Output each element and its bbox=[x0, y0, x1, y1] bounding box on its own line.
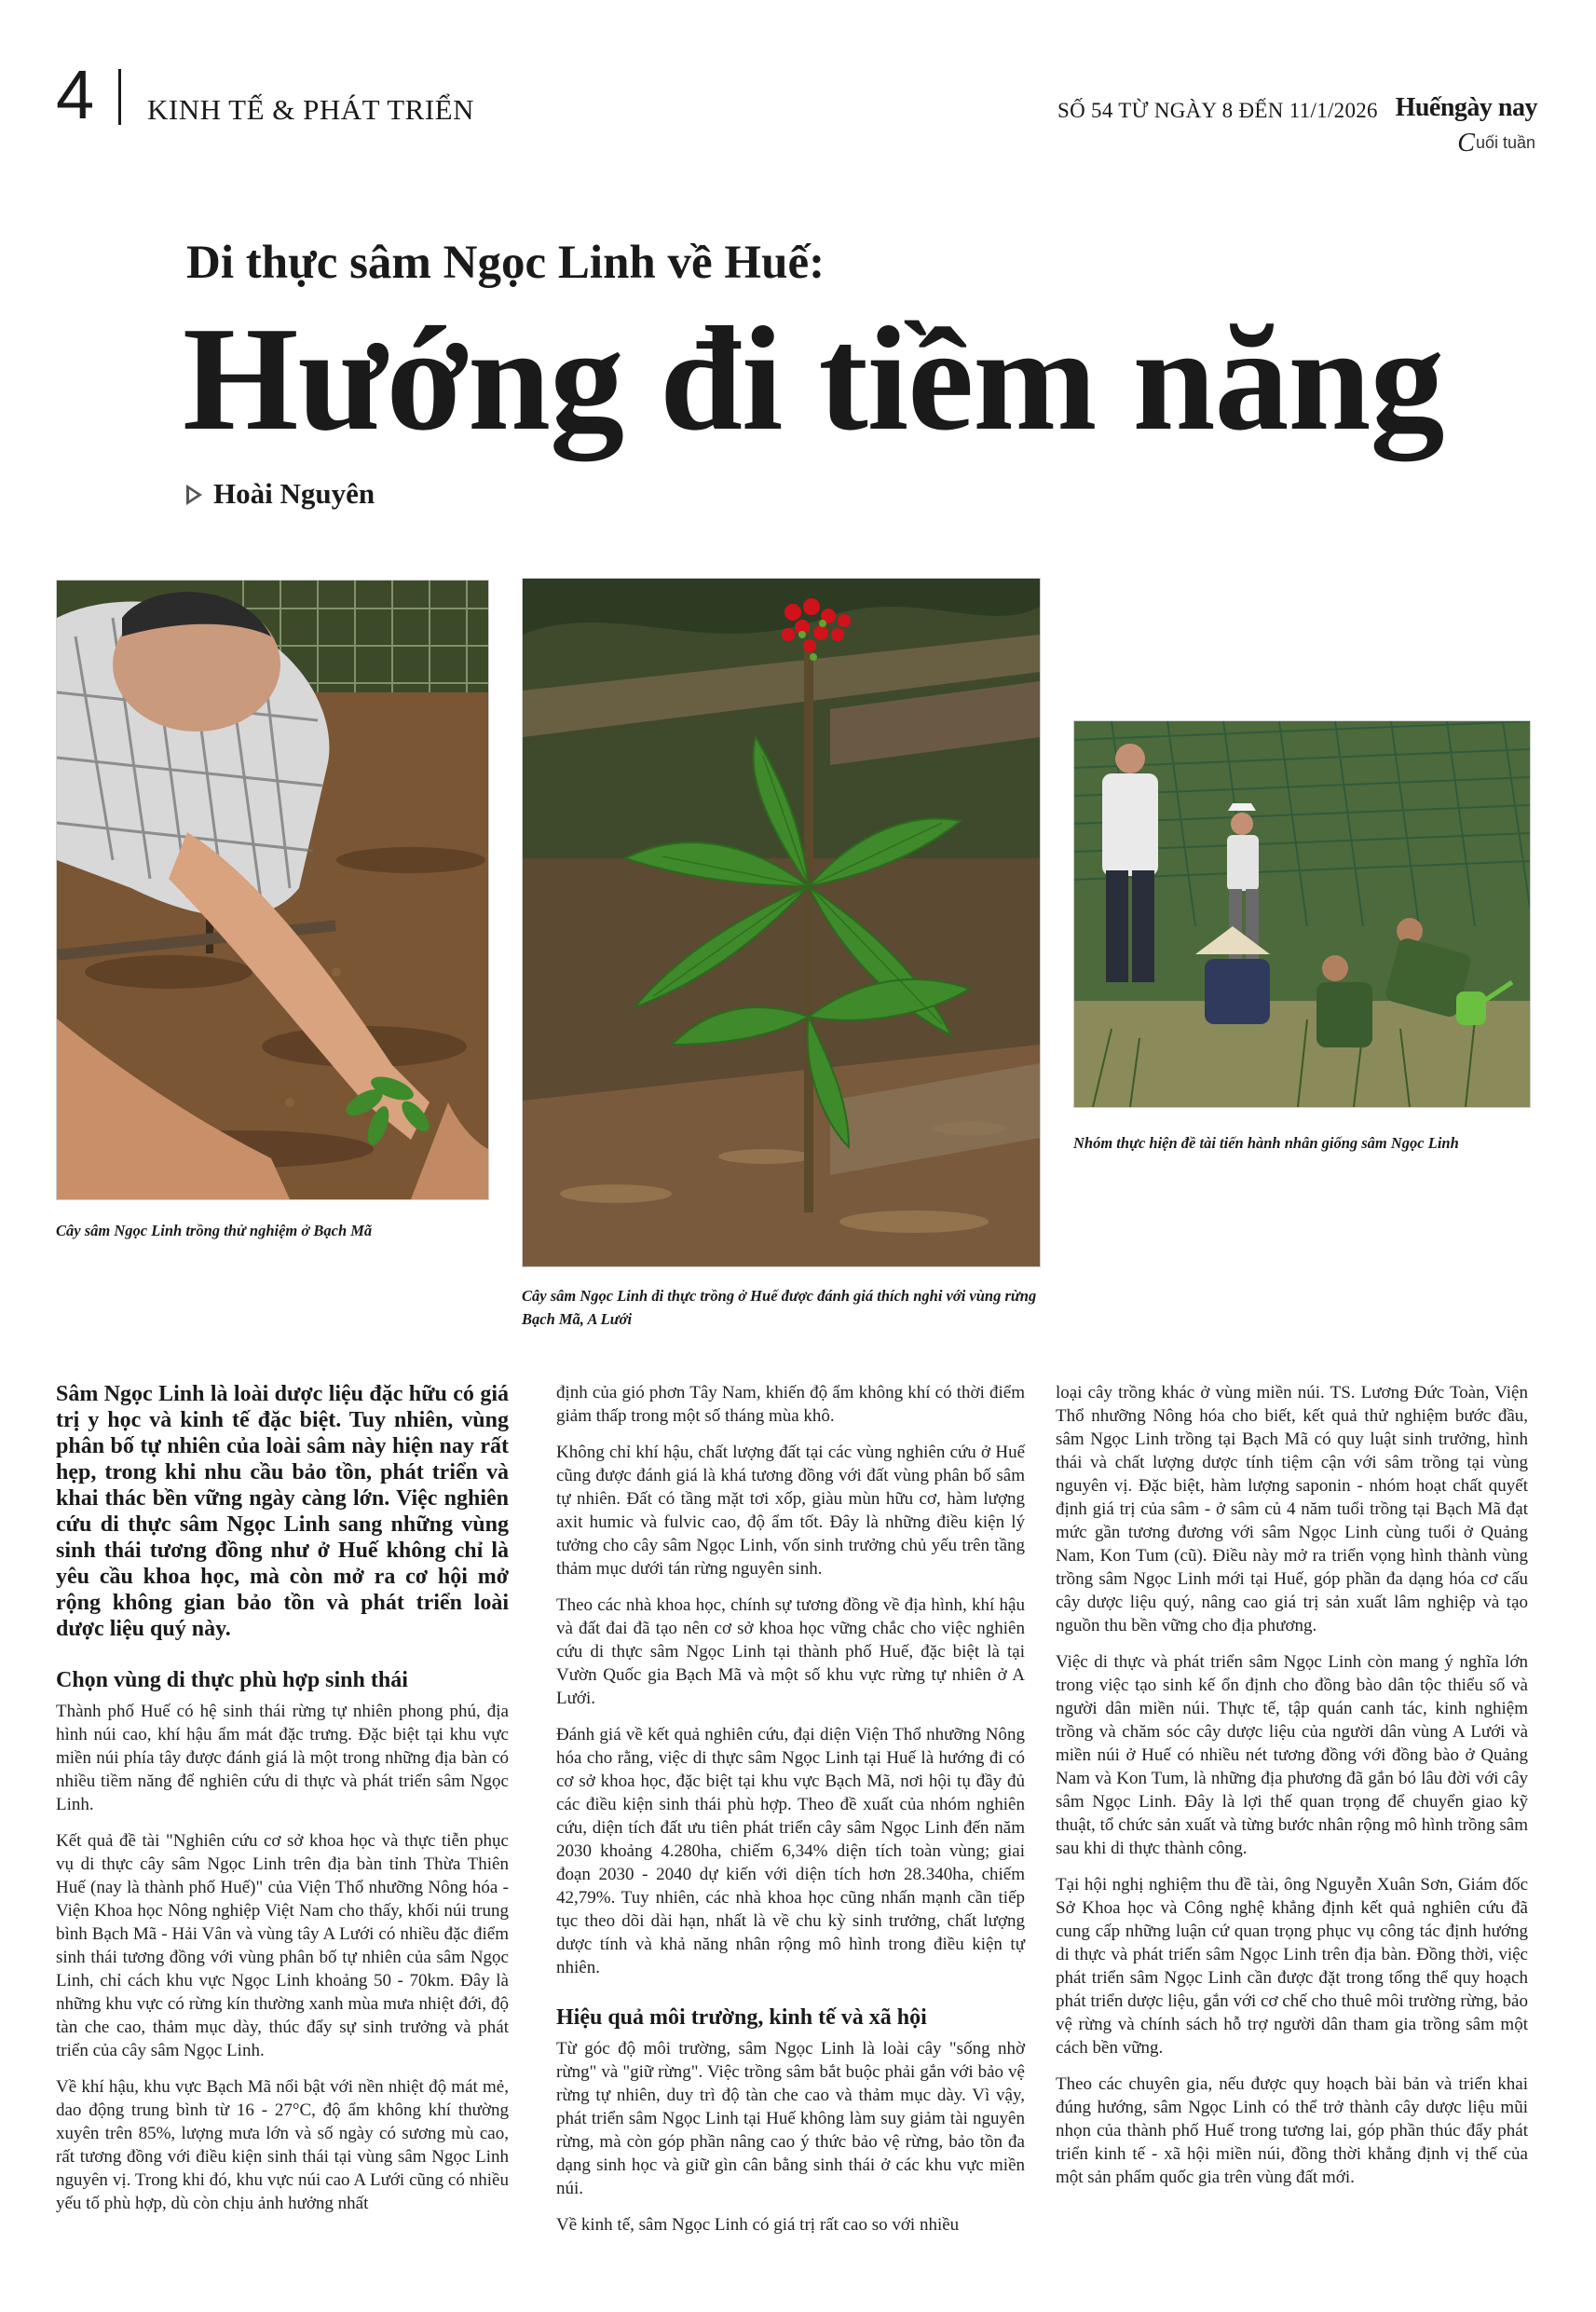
photo-ginseng-illustration bbox=[523, 579, 1040, 1266]
photo-research-team bbox=[1073, 720, 1531, 1108]
paragraph: loại cây trồng khác ở vùng miền núi. TS. Lương Đức Toàn, Viện Thổ nhưỡng Nông hóa cho biết, kết quả thử nghiệm bước đầu, sâm Ngọc Linh trồng tại Bạch Mã có quy luật sinh trưởng, hình thái và chất lượng dược tính tiệm cận với sâm trồng tại vùng nguyên vị. Đặc biệt, hàm lượng saponin - nhóm hoạt chất quyết định giá trị của sâm - ở sâm củ 4 năm tuổi trồng tại Bạch Mã đạt mức gần tương đương với sâm Ngọc Linh cùng tuổi ở Quảng Nam, Kon Tum (cũ). Điều này mở ra triển vọng hình thành vùng trồng sâm Ngọc Linh mới tại Huế, góp phần đa dạng hóa cơ cấu cây dược liệu quý, nâng cao giá trị sản xuất lâm nghiệp và tạo nguồn thu bền vững cho địa phương. bbox=[1056, 1383, 1528, 1635]
paragraph: Kết quả đề tài "Nghiên cứu cơ sở khoa học và thực tiễn phục vụ di thực cây sâm Ngọc Linh trên địa bàn tỉnh Thừa Thiên Huế (nay là thành phố Huế)" của Viện Thổ nhưỡng Nông hóa - Viện Khoa học Nông nghiệp Việt Nam cho thấy, khối núi trung bình Bạch Mã - Hải Vân và vùng tây A Lưới có nhiều đặc điểm sinh thái tương đồng với vùng phân bố tự nhiên của sâm Ngọc Linh, chỉ cách khu vực Ngọc Linh khoảng 50 - 70km. Đây là những khu vực có rừng kín thường xanh mùa mưa nhiệt đới, độ tàn che cao, thảm mục dày, thúc đẩy sự sinh trưởng và phát triển của cây sâm Ngọc Linh. bbox=[56, 1831, 509, 2060]
header-divider bbox=[118, 69, 121, 125]
photo-planting-ginseng bbox=[56, 580, 489, 1200]
paragraph: Từ góc độ môi trường, sâm Ngọc Linh là loài cây "sống nhờ rừng" và "giữ rừng". Việc trồng sâm bắt buộc phải gắn với bảo vệ rừng tự nhiên, duy trì độ tàn che cao và thảm mục dày. Vì vậy, phát triển sâm Ngọc Linh tại Huế không làm suy giảm tài nguyên rừng, mà còn góp phần nâng cao ý thức bảo vệ rừng, bảo tồn đa dạng sinh học và giữ gìn cân bằng sinh thái ở các khu vực miền núi. bbox=[556, 2039, 1025, 2198]
subheading-ecology: Chọn vùng di thực phù hợp sinh thái bbox=[56, 1668, 408, 1692]
masthead-sub-initial: C bbox=[1457, 129, 1475, 157]
photo-caption-3: Nhóm thực hiện đề tài tiến hành nhân giống sâm Ngọc Linh bbox=[1073, 1134, 1459, 1152]
paragraph: Không chỉ khí hậu, chất lượng đất tại các vùng nghiên cứu ở Huế cũng được đánh giá là khá tương đồng với đất vùng phân bố sâm tự nhiên. Đất có tầng mặt tơi xốp, giàu mùn hữu cơ, hàm lượng axit humic và fulvic cao, độ ẩm tốt. Đây là những điều kiện lý tưởng cho cây sâm Ngọc Linh, vốn sinh trưởng chủ yếu trên tầng thảm mục dưới tán rừng nguyên sinh. bbox=[556, 1443, 1025, 1579]
masthead-sub-rest: uối tuần bbox=[1475, 133, 1535, 152]
paragraph: Theo các chuyên gia, nếu được quy hoạch bài bản và triển khai đúng hướng, sâm Ngọc Linh có thể trở thành cây dược liệu mũi nhọn của thành phố Huế trong tương lai, góp phần thúc đẩy phát triển kinh tế - xã hội miền núi, đồng thời khẳng định vị thế của một sản phẩm quốc gia trên vùng đất mới. bbox=[1056, 2074, 1528, 2187]
paragraph: Về khí hậu, khu vực Bạch Mã nổi bật với nền nhiệt độ mát mẻ, dao động trung bình từ 16 - 27°C, độ ẩm không khí thường xuyên trên 85%, lượng mưa lớn và số ngày có sương mù cao, rất tương đồng với điều kiện sinh thái tại vùng sâm Ngọc Linh nguyên vị. Trong khi đó, khu vực núi cao A Lưới cũng có nhiều yếu tố phù hợp, dù còn chịu ảnh hưởng nhất bbox=[56, 2077, 509, 2213]
paragraph: Đánh giá về kết quả nghiên cứu, đại diện Viện Thổ nhưỡng Nông hóa cho rằng, việc di thực sâm Ngọc Linh tại Huế là hướng đi có cơ sở khoa học, đặc biệt tại khu vực Bạch Mã, nơi hội tụ đầy đủ các điều kiện sinh thái phù hợp. Theo đề xuất của nhóm nghiên cứu, diện tích đất ưu tiên phát triển cây sâm Ngọc Linh đến năm 2030 khoảng 4.280ha, chiếm 6,34% diện tích toàn vùng; giai đoạn 2030 - 2040 dự kiến với diện tích hơn 28.340ha, chiếm 42,79%. Tuy nhiên, các nhà khoa học cũng nhấn mạnh cần tiếp tục theo dõi dài hạn, nhất là về chu kỳ sinh trưởng, chất lượng dược tính và khả năng nhân rộng mô hình trong điều kiện tự nhiên. bbox=[556, 1725, 1025, 1977]
masthead-logo bbox=[1388, 93, 1537, 160]
paragraph: Tại hội nghị nghiệm thu đề tài, ông Nguyễn Xuân Sơn, Giám đốc Sở Khoa học và Công nghệ khẳng định kết quả nghiên cứu đã cung cấp những luận cứ quan trọng phục vụ công tác định hướng di thực và phát triển sâm Ngọc Linh trên địa bàn. Đồng thời, việc phát triển sâm Ngọc Linh cần được đặt trong tổng thể quy hoạch phát triển dược liệu, gắn với cơ chế cho thuê môi trường rừng, bảo vệ rừng và chính sách hỗ trợ người dân tham gia trồng sâm một cách bền vững. bbox=[1056, 1875, 1528, 2058]
photo-caption-1: Cây sâm Ngọc Linh trồng thử nghiệm ở Bạch Mã bbox=[56, 1222, 373, 1239]
page-number: 4 bbox=[56, 56, 95, 133]
photo-ginseng-plant bbox=[522, 578, 1041, 1267]
byline-author: Hoài Nguyên bbox=[213, 477, 375, 510]
byline-arrow-icon bbox=[186, 485, 202, 505]
article-kicker: Di thực sâm Ngọc Linh về Huế: bbox=[186, 237, 825, 289]
masthead-title: Huếngày nay bbox=[1395, 93, 1537, 122]
photo-caption-2: Cây sâm Ngọc Linh di thực trồng ở Huế được đánh giá thích nghi với vùng rừng Bạch Mã, A Lưới bbox=[522, 1287, 1037, 1328]
paragraph: Theo các nhà khoa học, chính sự tương đồng về địa hình, khí hậu và đất đai đã tạo nên cơ sở khoa học vững chắc cho việc nghiên cứu di thực sâm Ngọc Linh tại thành phố Huế, đặc biệt là tại Vườn Quốc gia Bạch Mã và một số khu vực rừng tự nhiên ở A Lưới. bbox=[556, 1595, 1025, 1708]
article-lead: Sâm Ngọc Linh là loài dược liệu đặc hữu có giá trị y học và kinh tế đặc biệt. Tuy nhiên, vùng phân bố tự nhiên của loài sâm này hiện nay rất hẹp, trong khi nhu cầu bảo tồn, phát triển và khai thác bền vững ngày càng lớn. Việc nghiên cứu di thực sâm Ngọc Linh sang những vùng sinh thái tương đồng như ở Huế không chỉ là yêu cầu khoa học, mà còn mở ra cơ hội mở rộng không gian bảo tồn và phát triển loài dược liệu quý này. bbox=[56, 1382, 509, 1641]
photo-planting-illustration bbox=[57, 581, 488, 1199]
paragraph: Việc di thực và phát triển sâm Ngọc Linh còn mang ý nghĩa lớn trong việc tạo sinh kế ổn định cho đồng bào dân tộc thiểu số và người dân miền núi. Thực tế, tập quán canh tác, kinh nghiệm trồng và chăm sóc cây dược liệu của người dân vùng A Lưới và miền núi ở Huế có nhiều nét tương đồng với đồng bào ở Quảng Nam và Kon Tum, là những địa phương đã gắn bó lâu đời với cây sâm Ngọc Linh. Đây là lợi thế quan trọng để chuyển giao kỹ thuật, tổ chức sản xuất và từng bước nhân rộng mô hình trồng sâm sau khi di thực thành công. bbox=[1056, 1652, 1528, 1858]
masthead-subtitle bbox=[1457, 129, 1535, 158]
section-name: KINH TẾ & PHÁT TRIỂN bbox=[147, 93, 474, 126]
subheading-impact: Hiệu quả môi trường, kinh tế và xã hội bbox=[556, 2005, 927, 2030]
article-column-3 bbox=[1056, 1381, 1528, 2202]
article-headline: Hướng đi tiềm năng bbox=[183, 295, 1444, 461]
paragraph: định của gió phơn Tây Nam, khiến độ ẩm không khí có thời điểm giảm thấp trong một số tháng mùa khô. bbox=[556, 1383, 1025, 1426]
article-column-1 bbox=[56, 1381, 509, 2228]
byline bbox=[186, 477, 375, 511]
photo-team-illustration bbox=[1074, 721, 1530, 1107]
article-column-2 bbox=[556, 1381, 1025, 2250]
paragraph: Về kinh tế, sâm Ngọc Linh có giá trị rất cao so với nhiều bbox=[556, 2215, 960, 2235]
issue-info: SỐ 54 TỪ NGÀY 8 ĐẾN 11/1/2026 bbox=[1057, 99, 1378, 122]
paragraph: Thành phố Huế có hệ sinh thái rừng tự nhiên phong phú, địa hình núi cao, khí hậu ẩm mát đặc trưng. Đặc biệt tại khu vực miền núi phía tây được đánh giá là một trong những địa bàn có nhiều tiềm năng để nghiên cứu di thực và phát triển sâm Ngọc Linh. bbox=[56, 1702, 509, 1814]
